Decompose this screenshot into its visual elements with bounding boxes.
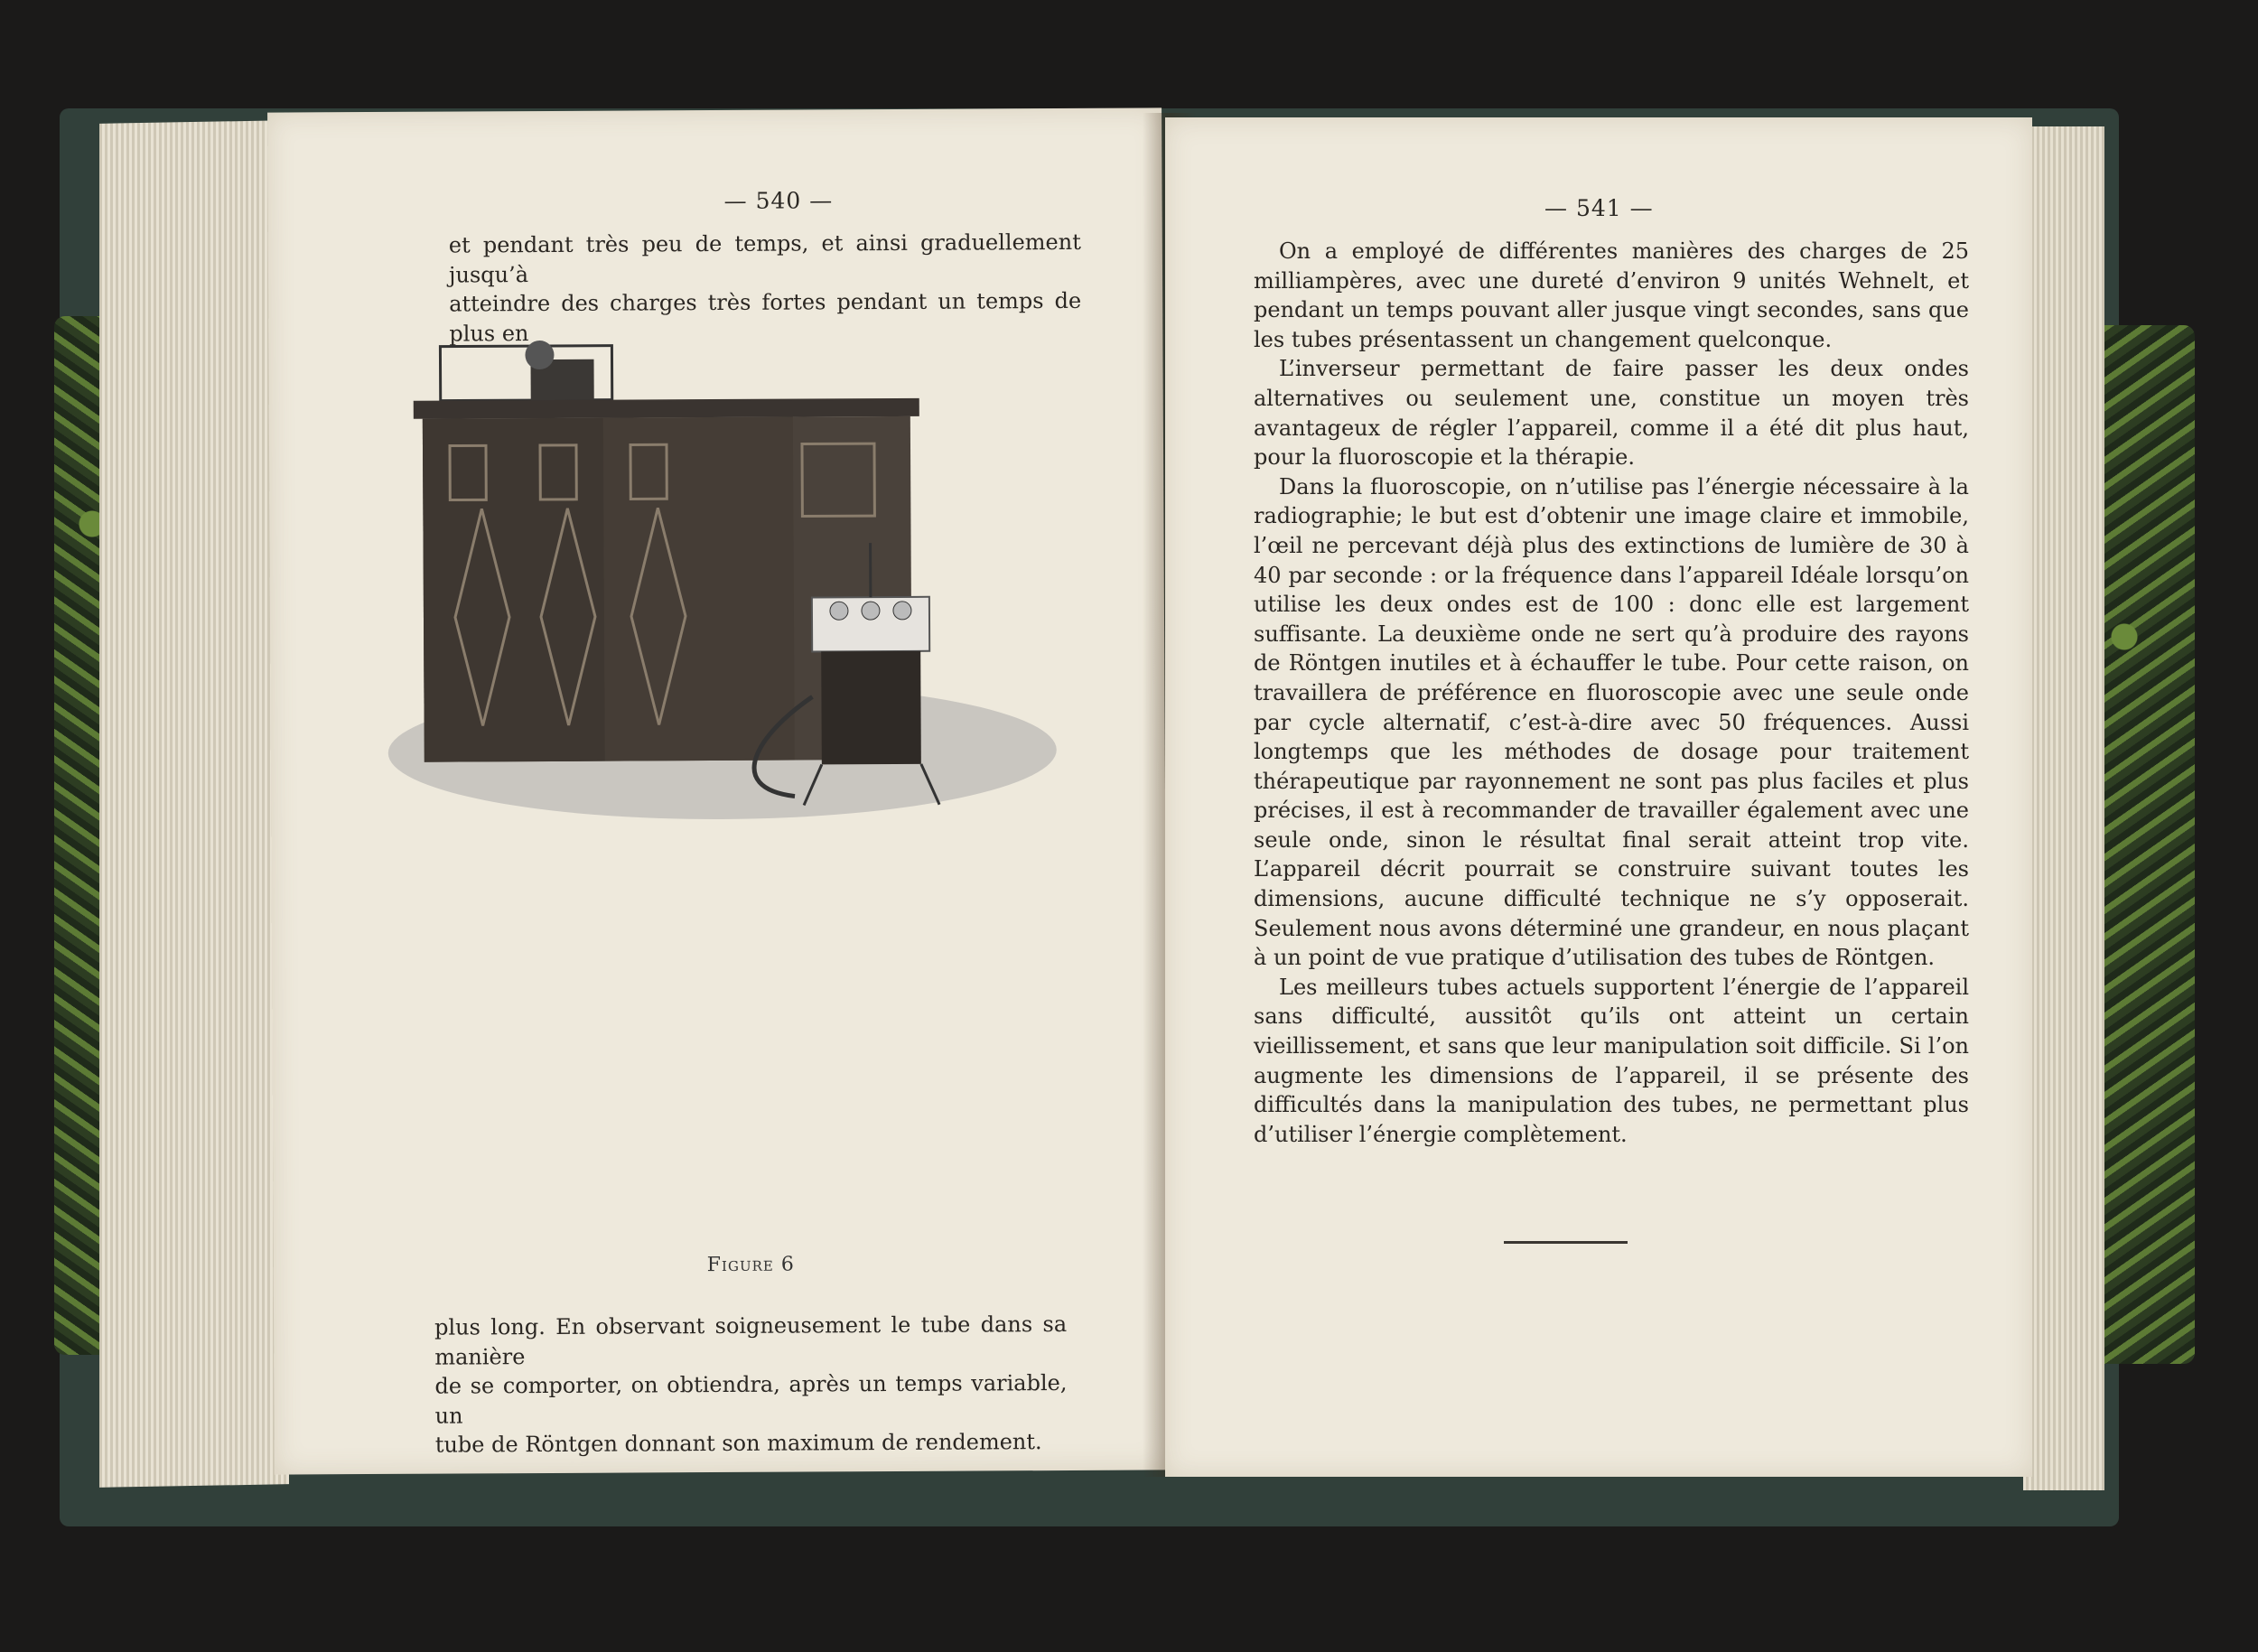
text-bottom [434, 1310, 1068, 1461]
text-line: plus long. En observant soigneusement le tube dans sa manière [434, 1311, 1068, 1370]
text-line: et pendant très peu de temps, et ainsi graduellement jusqu’à [448, 229, 1081, 288]
page-stack-left [99, 120, 289, 1488]
paragraph: Les meilleurs tubes actuels supportent l’énergie de l’appareil sans difficulté, aussitôt qu’ils ont atteint un certain vieillissement, et sans que leur manipulation soit difficile. Si l’on augmente les dimensions de l’appareil, il se présente des difficultés dans la manipulation des tubes, ne permettant plus d’utiliser l’énergie complètement. [1254, 974, 1969, 1147]
text-line: de se comporter, on obtiendra, après un temps variable, un [434, 1370, 1068, 1429]
end-rule [1504, 1241, 1628, 1244]
page-stack-right [2023, 126, 2104, 1490]
paragraph: Dans la fluoroscopie, on n’utilise pas l’énergie nécessaire à la radiographie; le but est d’obtenir une image claire et immobile, l’œil ne percevant déjà plus des extinctions de lumière de 30 à 40 par seconde : or la fréquence dans l’appareil Idéale lorsqu’on utilise les deux ondes est de 100 : donc elle est largement suffisante. La deuxième onde ne sert qu’à produire des rayons de Röntgen inutiles et à échauffer le tube. Pour cette raison, on travaillera de préférence en fluoroscopie avec une seule onde par cycle alternatif, c’est-à-dire avec 50 fréquences. Aussi longtemps que les méthodes de dosage pour traitement thérapeutique par rayonnement ne sont pas plus faciles et plus précises, il est à recommander de travailler également avec une seule onde, sinon le résultat final serait atteint trop vite. L’appareil décrit pourrait se construire suivant toutes les dimensions, aucune difficulté technique ne s’y opposerait. Seulement nous avons déterminé une grandeur, en nous plaçant à un point de vue pratique d’utilisation des tubes de Röntgen. [1254, 473, 1969, 971]
page-number: — 540 — [723, 187, 834, 214]
text-line: tube de Röntgen donnant son maximum de rendement. [434, 1429, 1042, 1459]
paragraph: On a employé de différentes manières des charges de 25 milliampères, avec une dureté d’environ 9 unités Wehnelt, et pendant un temps pouvant aller jusque vingt secondes, sans que les tubes présentassent un changement quelconque. [1254, 238, 1969, 352]
page-number: — 541 — [1544, 195, 1654, 221]
figure-caption: Figure 6 [706, 1253, 795, 1277]
left-page [267, 107, 1169, 1474]
figure-illustration [377, 316, 1084, 826]
body-text [1254, 237, 1969, 1149]
right-page [1165, 117, 2032, 1477]
paragraph: L’inverseur permettant de faire passer les deux ondes alternatives ou seulement une, constitue un moyen très avantageux de régler l’appareil, comme il a été dit plus haut, pour la fluoroscopie et la thérapie. [1254, 356, 1969, 471]
text-line: atteindre des charges très fortes pendant un temps de plus en [449, 288, 1082, 347]
